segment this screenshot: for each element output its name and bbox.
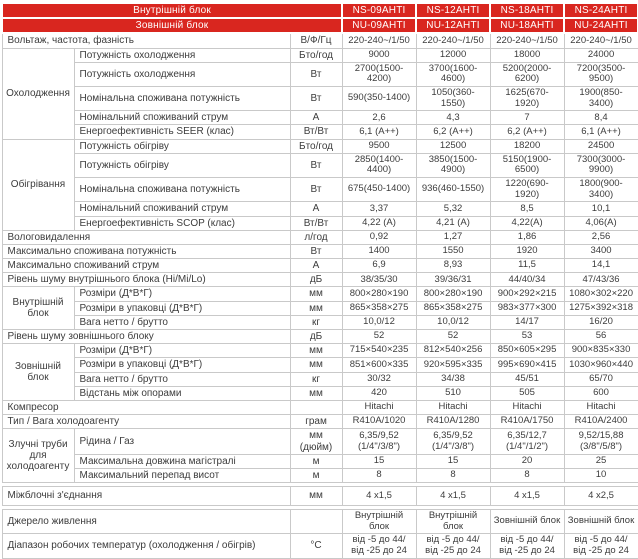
spec-row	[2, 139, 638, 153]
row-value: Hitachi	[564, 400, 638, 414]
spec-row	[2, 386, 638, 400]
row-label: Потужність охолодження	[74, 62, 290, 86]
spec-row	[2, 400, 638, 414]
row-value: 4,3	[416, 111, 490, 125]
row-value: 0,92	[342, 230, 416, 244]
row-unit: дБ	[290, 273, 342, 287]
row-unit: мм	[290, 287, 342, 301]
row-value: 6,9	[342, 259, 416, 273]
row-label: Розміри в упаковці (Д*В*Г)	[74, 301, 290, 315]
spec-row	[2, 244, 638, 258]
row-label: Енергоефективність SEER (клас)	[74, 125, 290, 139]
row-unit: кг	[290, 372, 342, 386]
row-unit: Вт	[290, 87, 342, 111]
row-unit: Вт/Вт	[290, 216, 342, 230]
row-value: 936(460-1550)	[416, 178, 490, 202]
row-unit: А	[290, 202, 342, 216]
row-label: Тип / Вага холодоагенту	[2, 415, 290, 429]
row-unit: мм	[290, 301, 342, 315]
row-value	[490, 534, 564, 558]
group-label: Охолодження	[2, 48, 74, 139]
row-value: 8	[490, 468, 564, 482]
row-value: 420	[342, 386, 416, 400]
row-label: Компресор	[2, 400, 290, 414]
row-unit: Бто/год	[290, 48, 342, 62]
spec-row	[2, 287, 638, 301]
row-unit: °С	[290, 534, 342, 558]
row-label: Розміри в упаковці (Д*В*Г)	[74, 358, 290, 372]
row-value: 812×540×256	[416, 344, 490, 358]
row-value: 1800(900-3400)	[564, 178, 638, 202]
value-line: (1/4"/3/8")	[431, 440, 475, 452]
row-value: 10,1	[564, 202, 638, 216]
row-value: 1,27	[416, 230, 490, 244]
row-value: Внутрішній блок	[342, 510, 416, 534]
row-value: 8,4	[564, 111, 638, 125]
row-value: 56	[564, 330, 638, 344]
row-value: 6,1 (A++)	[342, 125, 416, 139]
row-value	[342, 429, 416, 454]
row-value: 3700(1600-4600)	[416, 62, 490, 86]
row-value: 45/51	[490, 372, 564, 386]
row-label: Вага нетто / брутто	[74, 315, 290, 329]
row-value: 11,5	[490, 259, 564, 273]
row-label: Номінальна споживана потужність	[74, 87, 290, 111]
row-value: 1030×960×440	[564, 358, 638, 372]
row-value: 6,1 (A++)	[564, 125, 638, 139]
row-value	[416, 429, 490, 454]
spec-row	[2, 111, 638, 125]
row-value: 5150(1900-6500)	[490, 153, 564, 177]
row-value: 6,2 (A++)	[490, 125, 564, 139]
row-value: 8	[416, 468, 490, 482]
row-label: Номінальна споживана потужність	[74, 178, 290, 202]
row-label: Номінальний споживаний струм	[74, 202, 290, 216]
row-value: 7200(3500-9500)	[564, 62, 638, 86]
group-label: Злучні труби для холодоагенту	[2, 429, 74, 483]
row-label: Максимальна довжина магістралі	[74, 454, 290, 468]
row-unit: А	[290, 259, 342, 273]
spec-row	[2, 358, 638, 372]
row-unit: кг	[290, 315, 342, 329]
row-label: Рівень шуму зовнішнього блоку	[2, 330, 290, 344]
row-unit: мм	[290, 386, 342, 400]
row-unit: Вт/Вт	[290, 125, 342, 139]
row-label: Розміри (Д*В*Г)	[74, 344, 290, 358]
row-unit: Вт	[290, 62, 342, 86]
value-line: (1/4"/1/2")	[505, 440, 549, 452]
row-value: 5,32	[416, 202, 490, 216]
row-value: 675(450-1400)	[342, 178, 416, 202]
value-line: (1/4"/3/8")	[357, 440, 401, 452]
row-value: 505	[490, 386, 564, 400]
row-value: R410A/1280	[416, 415, 490, 429]
value-line: 9,52/15,88	[578, 429, 624, 441]
row-value: 5200(2000-6200)	[490, 62, 564, 86]
spec-row	[2, 216, 638, 230]
row-value: 8,93	[416, 259, 490, 273]
row-label: Рівень шуму внутрішнього блока (Hi/Mi/Lo)	[2, 273, 290, 287]
row-value: 10,0/12	[416, 315, 490, 329]
row-value: 20	[490, 454, 564, 468]
row-value: 4,06(A)	[564, 216, 638, 230]
row-value: 65/70	[564, 372, 638, 386]
row-value: 4 х1,5	[416, 487, 490, 506]
row-value: 3400	[564, 244, 638, 258]
outdoor-unit-header-label: Зовнішній блок	[2, 18, 342, 33]
value-line: від -5 до 44/	[426, 534, 480, 546]
row-unit: м	[290, 454, 342, 468]
spec-row	[2, 259, 638, 273]
spec-row	[2, 534, 638, 558]
spec-row	[2, 468, 638, 482]
value-line: від -25 до 24	[351, 544, 407, 556]
value-line: 6,35/12,7	[507, 429, 547, 441]
row-value: 39/36/31	[416, 273, 490, 287]
row-value: 995×690×415	[490, 358, 564, 372]
row-value: 1050(360-1550)	[416, 87, 490, 111]
value-line: 6,35/9,52	[433, 429, 473, 441]
row-unit	[290, 510, 342, 534]
row-value	[564, 534, 638, 558]
row-value: 8,5	[490, 202, 564, 216]
row-value: 1625(670-1920)	[490, 87, 564, 111]
row-value: 1400	[342, 244, 416, 258]
row-value: 8	[342, 468, 416, 482]
row-label: Максимальний перепад висот	[74, 468, 290, 482]
row-value: 590(350-1400)	[342, 87, 416, 111]
value-line: 6,35/9,52	[359, 429, 399, 441]
row-value: 25	[564, 454, 638, 468]
row-value: 7300(3000-9900)	[564, 153, 638, 177]
row-value: 900×835×330	[564, 344, 638, 358]
row-value: 220-240~/1/50	[564, 33, 638, 48]
row-value: 850×605×295	[490, 344, 564, 358]
row-label: Джерело живлення	[2, 510, 290, 534]
row-label: Потужність охолодження	[74, 48, 290, 62]
row-value	[342, 534, 416, 558]
row-value: 220-240~/1/50	[342, 33, 416, 48]
row-value: 15	[342, 454, 416, 468]
row-label: Відстань між опорами	[74, 386, 290, 400]
row-value: 2850(1400-4400)	[342, 153, 416, 177]
row-value: Hitachi	[342, 400, 416, 414]
row-value: 4 х1,5	[342, 487, 416, 506]
row-unit: А	[290, 111, 342, 125]
row-value: 44/40/34	[490, 273, 564, 287]
spec-row	[2, 510, 638, 534]
row-label: Потужність обігріву	[74, 153, 290, 177]
row-label: Вольтаж, частота, фазність	[2, 33, 290, 48]
row-value: 9000	[342, 48, 416, 62]
row-value: 10,0/12	[342, 315, 416, 329]
row-label: Розміри (Д*В*Г)	[74, 287, 290, 301]
row-unit: В/Ф/Гц	[290, 33, 342, 48]
row-label: Міжблочні з'єднання	[2, 487, 290, 506]
row-value: 16/20	[564, 315, 638, 329]
row-value	[564, 429, 638, 454]
row-unit	[290, 400, 342, 414]
row-label: Енергоефективність SCOP (клас)	[74, 216, 290, 230]
spec-row	[2, 33, 638, 48]
spec-row	[2, 330, 638, 344]
row-value: 1920	[490, 244, 564, 258]
spec-row	[2, 301, 638, 315]
row-unit: Бто/год	[290, 139, 342, 153]
row-value: 220-240~/1/50	[416, 33, 490, 48]
row-value: 12500	[416, 139, 490, 153]
spec-row	[2, 273, 638, 287]
value-line: (3/8"/5/8")	[579, 440, 623, 452]
value-line: від -5 до 44/	[574, 534, 628, 546]
row-unit: дБ	[290, 330, 342, 344]
ac-spec-table	[1, 2, 638, 559]
row-value: 10	[564, 468, 638, 482]
spec-row	[2, 178, 638, 202]
indoor-model-2: NS-12AHTI	[416, 3, 490, 18]
row-unit: л/год	[290, 230, 342, 244]
row-value: 865×358×275	[416, 301, 490, 315]
row-label: Номінальний споживаний струм	[74, 111, 290, 125]
value-line: від -5 до 44/	[352, 534, 406, 546]
row-value: 220-240~/1/50	[490, 33, 564, 48]
row-value: R410A/1020	[342, 415, 416, 429]
indoor-model-3: NS-18AHTI	[490, 3, 564, 18]
spec-row	[2, 429, 638, 454]
row-value: 1080×302×220	[564, 287, 638, 301]
spec-row	[2, 153, 638, 177]
row-value: R410A/2400	[564, 415, 638, 429]
spec-table-body	[2, 33, 638, 558]
row-value: 30/32	[342, 372, 416, 386]
row-value: 14,1	[564, 259, 638, 273]
row-value: 1220(690-1920)	[490, 178, 564, 202]
row-value: 1900(850-3400)	[564, 87, 638, 111]
row-value: 900×292×215	[490, 287, 564, 301]
row-label: Потужність обігріву	[74, 139, 290, 153]
spec-row	[2, 230, 638, 244]
row-unit: мм	[290, 344, 342, 358]
row-value	[416, 534, 490, 558]
row-value: 600	[564, 386, 638, 400]
row-value: R410A/1750	[490, 415, 564, 429]
row-value: 1,86	[490, 230, 564, 244]
row-label: Діапазон робочих температур (охолодження / обігрів)	[2, 534, 290, 558]
row-value: 2,6	[342, 111, 416, 125]
row-value: 53	[490, 330, 564, 344]
row-unit: мм (дюйм)	[290, 429, 342, 454]
row-unit: Вт	[290, 153, 342, 177]
row-unit: мм	[290, 487, 342, 506]
row-value: 52	[342, 330, 416, 344]
row-value: 47/43/36	[564, 273, 638, 287]
spec-row	[2, 125, 638, 139]
row-value: 18200	[490, 139, 564, 153]
row-label: Максимально споживана потужність	[2, 244, 290, 258]
value-line: від -25 до 24	[425, 544, 481, 556]
spec-row	[2, 202, 638, 216]
row-value: 4 х2,5	[564, 487, 638, 506]
spec-row	[2, 454, 638, 468]
row-value: 4,22 (A)	[342, 216, 416, 230]
row-value: 715×540×235	[342, 344, 416, 358]
row-label: Рідина / Газ	[74, 429, 290, 454]
indoor-model-4: NS-24AHTI	[564, 3, 638, 18]
row-label: Максимально споживаний струм	[2, 259, 290, 273]
outdoor-header-row	[2, 18, 638, 33]
row-value: 34/38	[416, 372, 490, 386]
row-value: 983×377×300	[490, 301, 564, 315]
group-label: Внутрішній блок	[2, 287, 74, 330]
row-unit: грам	[290, 415, 342, 429]
row-value: 24500	[564, 139, 638, 153]
row-unit: мм	[290, 358, 342, 372]
row-value: Зовнішній блок	[490, 510, 564, 534]
spec-row	[2, 344, 638, 358]
row-value: 38/35/30	[342, 273, 416, 287]
row-value: 851×600×335	[342, 358, 416, 372]
group-label: Зовнішній блок	[2, 344, 74, 401]
row-value: 7	[490, 111, 564, 125]
row-value: Hitachi	[490, 400, 564, 414]
row-label: Вага нетто / брутто	[74, 372, 290, 386]
outdoor-model-2: NU-12AHTI	[416, 18, 490, 33]
indoor-unit-header-label: Внутрішній блок	[2, 3, 342, 18]
outdoor-model-4: NU-24AHTI	[564, 18, 638, 33]
row-value: 800×280×190	[416, 287, 490, 301]
row-value: Зовнішній блок	[564, 510, 638, 534]
spec-row	[2, 372, 638, 386]
row-value: 1550	[416, 244, 490, 258]
row-value: 800×280×190	[342, 287, 416, 301]
row-value: 12000	[416, 48, 490, 62]
row-value: 24000	[564, 48, 638, 62]
spec-row	[2, 62, 638, 86]
table-header	[2, 3, 638, 33]
row-unit: Вт	[290, 244, 342, 258]
value-line: від -5 до 44/	[500, 534, 554, 546]
spec-row	[2, 315, 638, 329]
group-label: Обігрівання	[2, 139, 74, 230]
row-value: 2700(1500-4200)	[342, 62, 416, 86]
row-value: 3850(1500-4900)	[416, 153, 490, 177]
value-line: від -25 до 24	[499, 544, 555, 556]
indoor-model-1: NS-09AHTI	[342, 3, 416, 18]
outdoor-model-1: NU-09AHTI	[342, 18, 416, 33]
row-value: 52	[416, 330, 490, 344]
row-unit: Вт	[290, 178, 342, 202]
row-value: Hitachi	[416, 400, 490, 414]
row-value: 14/17	[490, 315, 564, 329]
row-value: 510	[416, 386, 490, 400]
spec-row	[2, 487, 638, 506]
row-value: 4,21 (A)	[416, 216, 490, 230]
outdoor-model-3: NU-18AHTI	[490, 18, 564, 33]
row-value	[490, 429, 564, 454]
row-value: 1275×392×318	[564, 301, 638, 315]
row-value: 2,56	[564, 230, 638, 244]
row-value: 920×595×335	[416, 358, 490, 372]
row-value: 6,2 (A++)	[416, 125, 490, 139]
row-unit: м	[290, 468, 342, 482]
row-value: 15	[416, 454, 490, 468]
row-value: 4,22(A)	[490, 216, 564, 230]
spec-row	[2, 87, 638, 111]
row-value: Внутрішній блок	[416, 510, 490, 534]
row-value: 865×358×275	[342, 301, 416, 315]
indoor-header-row	[2, 3, 638, 18]
value-line: від -25 до 24	[573, 544, 629, 556]
row-value: 9500	[342, 139, 416, 153]
spec-row	[2, 415, 638, 429]
row-value: 4 х1,5	[490, 487, 564, 506]
row-value: 18000	[490, 48, 564, 62]
spec-row	[2, 48, 638, 62]
row-value: 3,37	[342, 202, 416, 216]
row-label: Вологовидалення	[2, 230, 290, 244]
